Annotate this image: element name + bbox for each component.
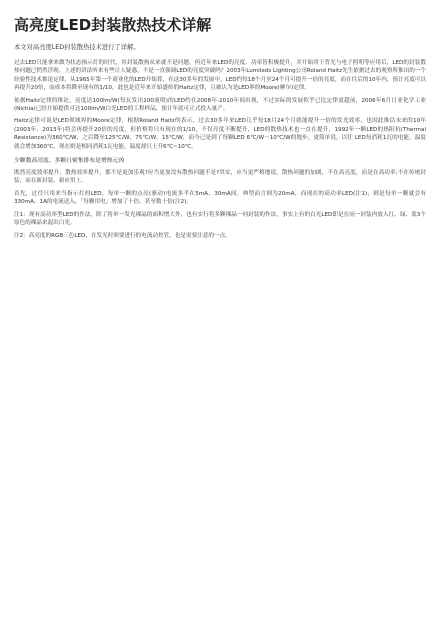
- article-title: 高亮度LED封装散热技术详解: [14, 16, 212, 34]
- body-paragraph: 首先，过往只用来当指示灯的LED，每单一颗的点亮(驱动)电流多半在5mA、30mA间，典型而言则为20mA，而现在的高功率LED(注1)，则是每单一颗就会有330mA、1A的电流送入，「每颗用电」增加了十倍、甚至数十倍(注2)。: [14, 190, 426, 206]
- article-intro: 本文对高亮度LED封装散热技术进行了详解。: [14, 44, 140, 51]
- note-paragraph: 注2：高亮度的RGB三色LED，在发光时须要进行的电流动控管，也是需要注意的一点。: [14, 232, 231, 239]
- section-heading: 少颗数高亮度、多颗且密集排布是增热元凶: [14, 158, 125, 165]
- body-paragraph: 既然亮度效率提升，散热效率提升，那不是更加乐观?应当更加没有散热问题不是?其实，应当更严格地说，散热问题的加剧，不在高亮度，而是在高功率;不在传统封装，而在新封装、新应用上。: [14, 170, 426, 185]
- note-paragraph: 注1：现有高功率型LED的作法，除了将单一发光裸晶的面积增大外，也有实行将多颗裸晶一同封装的作法。事实上有的白光LED即是在同一封装内放入红、绿、蓝3个原色的裸晶来混出白光。: [14, 211, 426, 227]
- body-paragraph: 过去LED只能拿来做为状态指示灯的时代，其封装散热从来就不是问题，但近年来LED的亮度、功率皆积极提升，并开始用于背光与电子照明等应用后，LED的封装散热问题已悄然浮现。上述的讲法听来有些让人疑惑，不是一直强调LED的亮度突破吗？2003年Lumileds Lighting公司Roland Haitz先生依据过去的观察所推出的一个经验性技术推论定律，从1965年第一个商业化的LED开始算，在这30多年的发展中，LED约每18个月至24个月可提升一倍的亮度，而在往后的10年内，预计亮度可以再提升20倍，而成本将降至现有的1/10，此也是近年来开始盛传的Haitz定律，且被认为是LED界的Moore(摩尔)定律。: [14, 60, 426, 92]
- body-paragraph: 依据Haitz定律的推论，亮度达100lm/W(每瓦发出100流明)的LED约在2008年-2010年间出现，不过实际的发展似乎已比定律更超前，2006年6月日亚化学工业(Nichia)已经开始提供可达100lm/W白光LED的工程样品，预计年底可正式投入量产。: [14, 97, 426, 113]
- body-paragraph: Haitz定律可说是LED领域界的Moore定律，根据Roland Haitz的表示，过去30多年来LED几乎每18月24个月就能提升一倍的发光效率，也因此推估未来的10年(2003年、2013年)将会再提升20倍的亮度，但价格将只有现在的1/10，不仅亮度不断提升，LED的散热技术也一直在提升，1992年一颗LED的热阻抗(Thermal Resistance)为360℃/W，之后降至125℃/W、75℃/W、15℃/W，而今已是到了每颗LED 6℃/W～10℃/W的地步，更简单说，以往 LED每消耗1瓦的电能，温度就会增加360℃，现在则是相同消耗1瓦电能，温度却只上升6℃~10℃。: [14, 118, 426, 150]
